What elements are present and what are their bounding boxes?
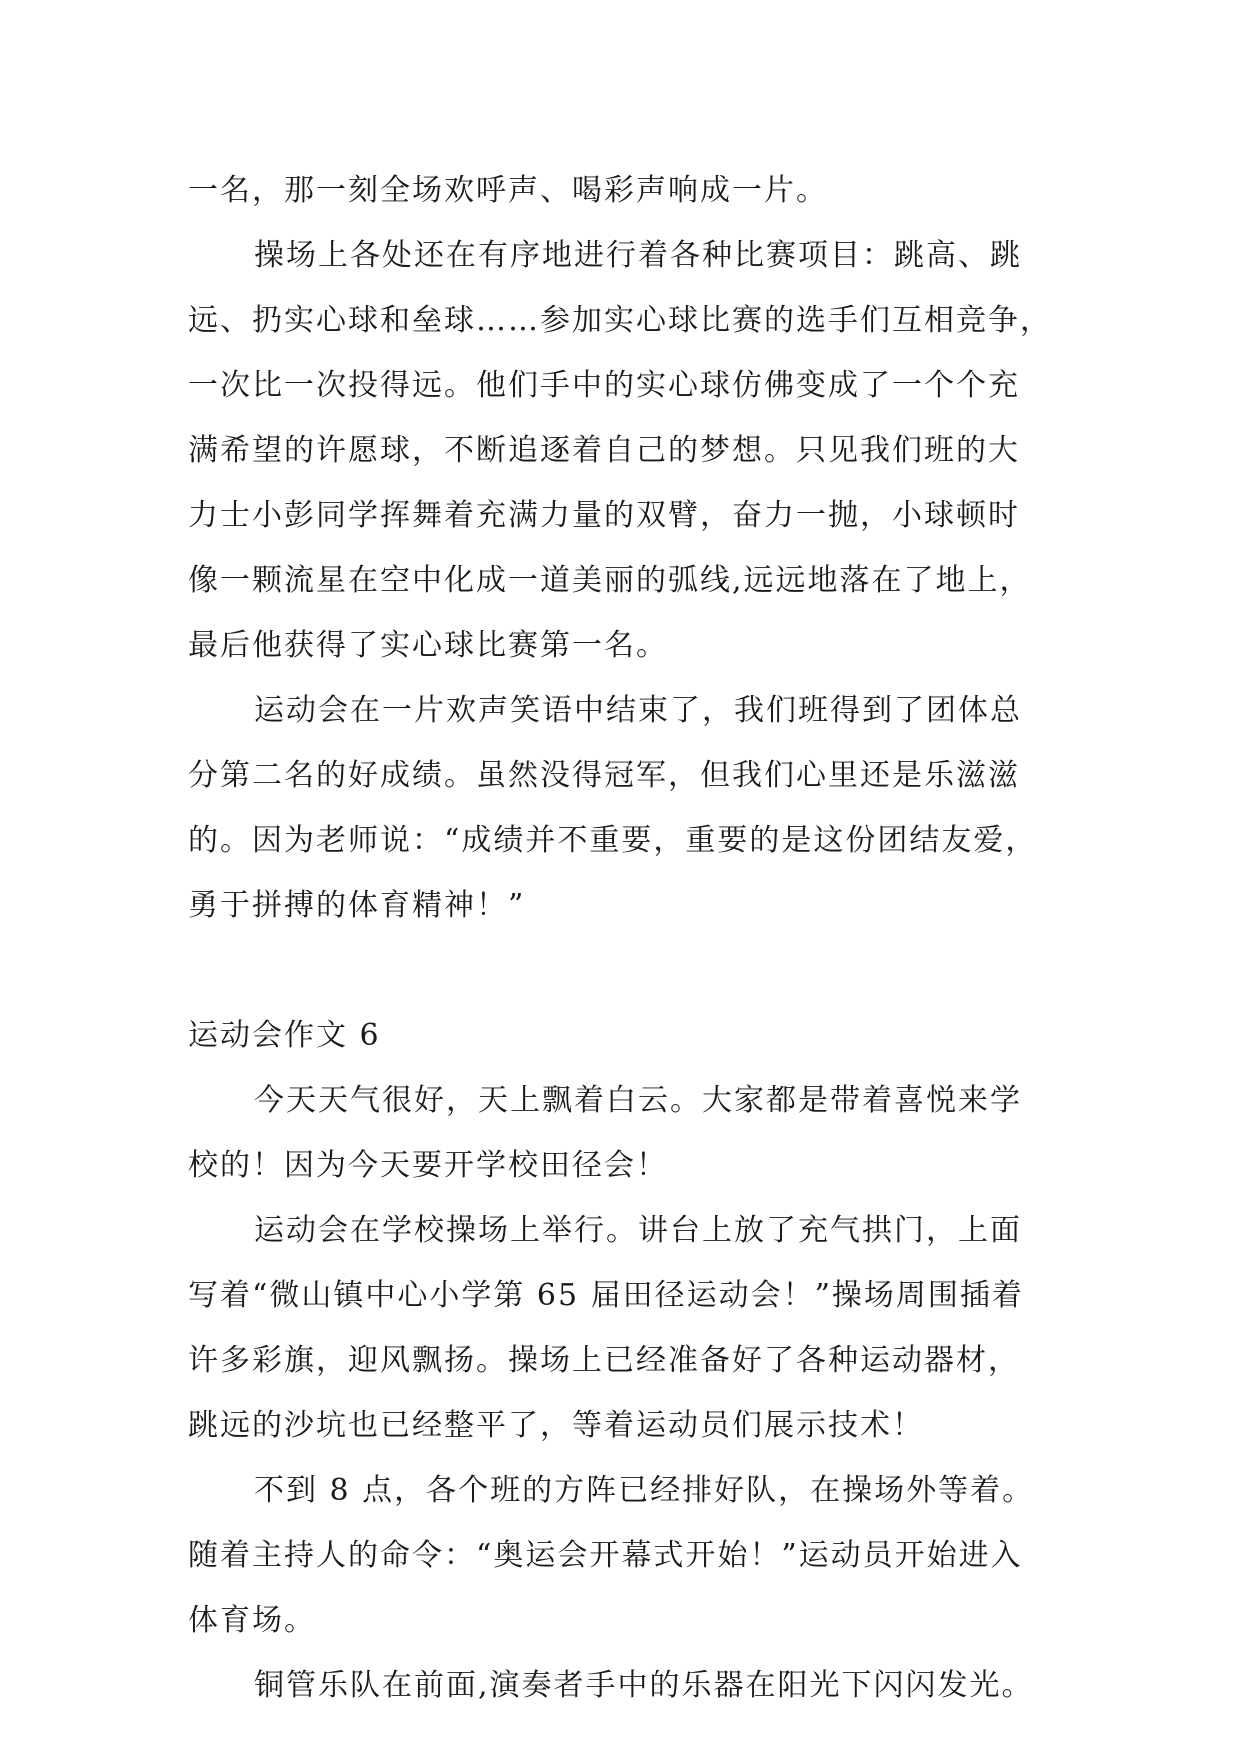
paragraph-line: 运动会在一片欢声笑语中结束了，我们班得到了团体总	[254, 693, 1022, 728]
paragraph-line: 今天天气很好，天上飘着白云。大家都是带着喜悦来学	[254, 1083, 1022, 1118]
paragraph-line: 铜管乐队在前面,演奏者手中的乐器在阳光下闪闪发光。	[254, 1668, 1034, 1703]
paragraph-line: 远、扔实心球和垒球……参加实心球比赛的选手们互相竞争，	[188, 303, 1052, 338]
paragraph-line: 勇于拼搏的体育精神！”	[188, 888, 526, 923]
paragraph-line: 一名，那一刻全场欢呼声、喝彩声响成一片。	[188, 173, 828, 208]
paragraph-line: 随着主持人的命令：“奥运会开幕式开始！”运动员开始进入	[188, 1538, 1023, 1573]
paragraph-line: 分第二名的好成绩。虽然没得冠军，但我们心里还是乐滋滋	[188, 758, 1020, 793]
paragraph-line: 体育场。	[188, 1603, 316, 1638]
paragraph-line: 运动会在学校操场上举行。讲台上放了充气拱门，上面	[254, 1213, 1022, 1248]
paragraph-line: 的。因为老师说：“成绩并不重要，重要的是这份团结友爱，	[188, 823, 1038, 858]
paragraph-line: 写着“微山镇中心小学第 65 届田径运动会！”操场周围插着	[188, 1278, 1024, 1313]
document-page	[188, 158, 1088, 1718]
paragraph-line: 不到 8 点，各个班的方阵已经排好队，在操场外等着。	[254, 1473, 1035, 1508]
paragraph-line: 校的！因为今天要开学校田径会！	[188, 1148, 668, 1183]
section-spacer	[188, 938, 1088, 1003]
paragraph-line: 操场上各处还在有序地进行着各种比赛项目：跳高、跳	[254, 238, 1022, 273]
essay-title: 运动会作文 6	[188, 1018, 381, 1053]
paragraph-line: 最后他获得了实心球比赛第一名。	[188, 628, 668, 663]
paragraph-line: 像一颗流星在空中化成一道美丽的弧线,远远地落在了地上，	[188, 563, 1032, 598]
paragraph-line: 力士小彭同学挥舞着充满力量的双臂，奋力一抛，小球顿时	[188, 498, 1020, 533]
paragraph-line: 许多彩旗，迎风飘扬。操场上已经准备好了各种运动器材，	[188, 1343, 1020, 1378]
paragraph-line: 一次比一次投得远。他们手中的实心球仿佛变成了一个个充	[188, 368, 1020, 403]
paragraph-line: 跳远的沙坑也已经整平了，等着运动员们展示技术！	[188, 1408, 924, 1443]
paragraph-line: 满希望的许愿球，不断追逐着自己的梦想。只见我们班的大	[188, 433, 1020, 468]
